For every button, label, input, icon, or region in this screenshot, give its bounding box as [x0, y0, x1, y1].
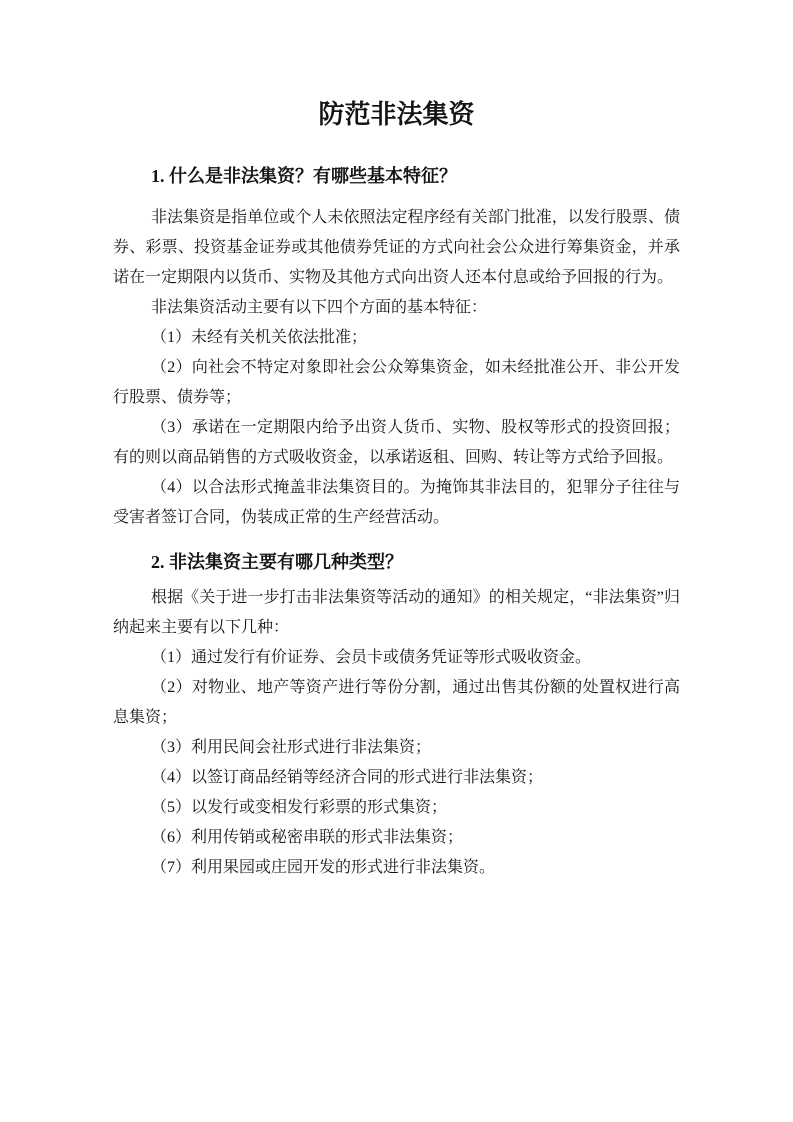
list-item-type-6: （6）利用传销或秘密串联的形式非法集资；: [151, 829, 464, 846]
list-item-feature-3: （3）承诺在一定期限内给予出资人货币、实物、股权等形式的投资回报；有的则以商品销售的方式吸收资金，以承诺返租、回购、转让等方式给予回报。: [113, 419, 680, 466]
paragraph-definition: 非法集资是指单位或个人未依照法定程序经有关部门批准，以发行股票、债券、彩票、投资基金证券或其他债券凭证的方式向社会公众进行筹集资金，并承诺在一定期限内以货币、实物及其他方式向出资人还本付息或给予回报的行为。: [113, 209, 680, 286]
list-item-type-7: （7）利用果园或庄园开发的形式进行非法集资。: [151, 859, 496, 876]
list-item-type-4: （4）以签订商品经销等经济合同的形式进行非法集资；: [151, 769, 544, 786]
section-2-heading: 2. 非法集资主要有哪几种类型？: [151, 552, 403, 572]
list-item-feature-1: （1）未经有关机关依法批准；: [151, 329, 368, 346]
section-1-heading: 1. 什么是非法集资？有哪些基本特征？: [151, 166, 457, 186]
paragraph-features-intro: 非法集资活动主要有以下四个方面的基本特征：: [151, 299, 488, 316]
document-title: 防范非法集资: [318, 100, 475, 129]
list-item-type-1: （1）通过发行有价证券、会员卡或债务凭证等形式吸收资金。: [151, 649, 592, 666]
list-item-feature-4: （4）以合法形式掩盖非法集资目的。为掩饰其非法目的，犯罪分子往往与受害者签订合同，伪装成正常的生产经营活动。: [113, 479, 680, 526]
section-basic-features: [113, 161, 680, 533]
list-item-type-2: （2）对物业、地产等资产进行等份分割，通过出售其份额的处置权进行高息集资；: [113, 679, 680, 726]
paragraph-types-intro: 根据《关于进一步打击非法集资等活动的通知》的相关规定，“非法集资”归纳起来主要有以下几种：: [113, 589, 680, 636]
section-types: [113, 547, 680, 883]
list-item-type-5: （5）以发行或变相发行彩票的形式集资；: [151, 799, 448, 816]
list-item-feature-2: （2）向社会不特定对象即社会公众筹集资金，如未经批准公开、非公开发行股票、债券等；: [113, 359, 680, 406]
list-item-type-3: （3）利用民间会社形式进行非法集资；: [151, 739, 432, 756]
